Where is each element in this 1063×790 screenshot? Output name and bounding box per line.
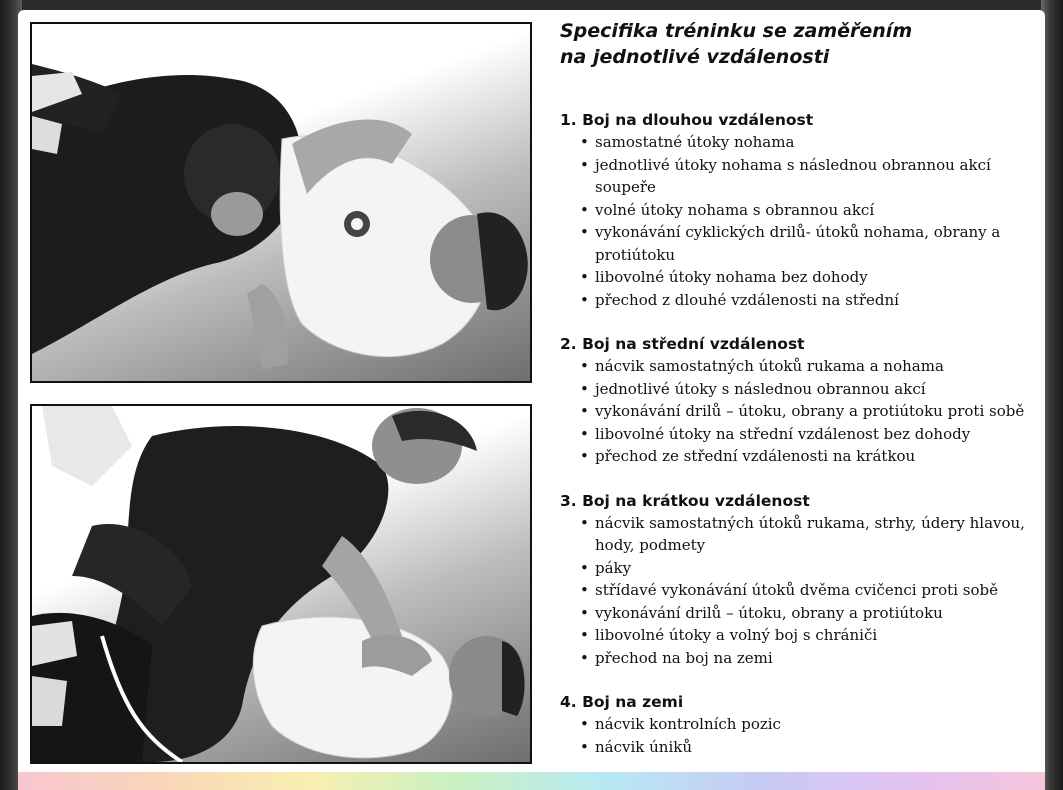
list-item: • vykonávání drilů – útoku, obrany a protiútoku	[580, 602, 1040, 625]
list-item: • přechod na boj na zemi	[580, 647, 1040, 670]
list-item: • nácvik samostatných útoků rukama, strhy, údery hlavou, hody, podmety	[580, 512, 1040, 557]
list-item: • nácvik úniků	[580, 736, 1040, 759]
list-item: • jednotlivé útoky nohama s následnou obrannou akcí soupeře	[580, 154, 1040, 199]
section-long-distance	[560, 109, 1040, 311]
list-item: • nácvik kontrolních pozic	[580, 713, 1040, 736]
bullet-list	[560, 131, 1040, 311]
section-heading: 2. Boj na střední vzdálenost	[560, 335, 805, 353]
section-middle-distance	[560, 333, 1040, 468]
list-item: • vykonávání drilů – útoku, obrany a protiútoku proti sobě	[580, 400, 1040, 423]
section-ground-fight	[560, 691, 1040, 758]
list-item: • volné útoky nohama s obrannou akcí	[580, 199, 1040, 222]
bullet-list	[560, 355, 1040, 468]
section-heading: 3. Boj na krátkou vzdálenost	[560, 491, 810, 510]
list-item: • libovolné útoky na střední vzdálenost bez dohody	[580, 423, 1040, 446]
list-item: • páky	[580, 557, 1040, 580]
photo-top	[30, 22, 532, 383]
list-item: • vykonávání cyklických drilů- útoků nohama, obrany a protiútoku	[580, 221, 1040, 266]
color-strip	[18, 772, 1045, 790]
list-item: • střídavé vykonávání útoků dvěma cvičenci proti sobě	[580, 579, 1040, 602]
list-item: • libovolné útoky a volný boj s chrániči	[580, 624, 1040, 647]
text-column	[560, 18, 1040, 758]
bullet-list	[560, 512, 1040, 670]
section-short-distance	[560, 490, 1040, 670]
list-item: • přechod z dlouhé vzdálenosti na střední	[580, 289, 1040, 312]
list-item: • samostatné útoky nohama	[580, 131, 1040, 154]
title-line-1: Specifika tréninku se zaměřením	[560, 20, 913, 42]
list-item: • nácvik samostatných útoků rukama a nohama	[580, 355, 1040, 378]
list-item: • přechod ze střední vzdálenosti na krátkou	[580, 445, 1040, 468]
page-title	[560, 18, 1040, 70]
bullet-list	[560, 713, 1040, 758]
photo-bottom	[30, 404, 532, 764]
list-item: • libovolné útoky nohama bez dohody	[580, 266, 1040, 289]
list-item: • jednotlivé útoky s následnou obrannou akcí	[580, 378, 1040, 401]
title-line-2: na jednotlivé vzdálenosti	[560, 46, 830, 68]
section-heading: 4. Boj na zemi	[560, 693, 684, 711]
section-heading: 1. Boj na dlouhou vzdálenost	[560, 111, 814, 129]
